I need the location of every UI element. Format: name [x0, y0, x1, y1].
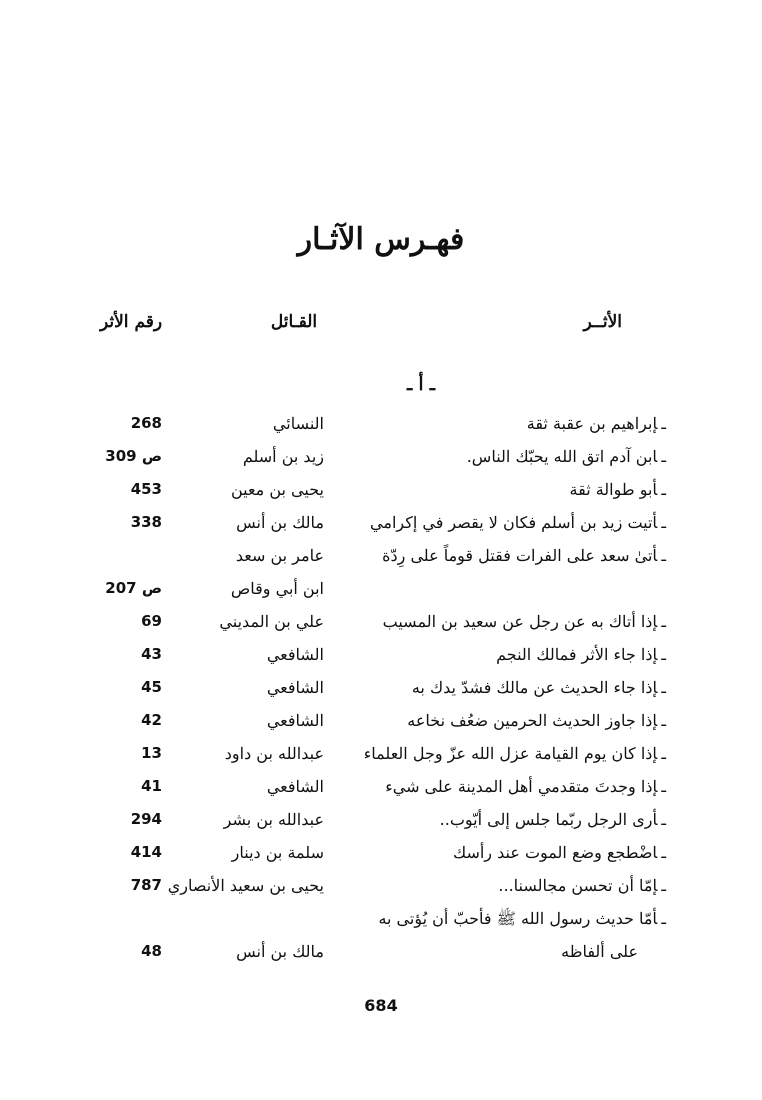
entry-number: 294 — [130, 810, 162, 828]
index-entry-row — [0, 810, 762, 843]
entry-number: 414 — [130, 843, 162, 861]
entry-qail: عبدالله بن داود — [224, 744, 324, 763]
entry-dash: ـ — [661, 909, 666, 928]
entry-qail: مالك بن أنس — [236, 513, 324, 532]
column-header-number: رقم الأثر — [100, 312, 163, 332]
column-header-qail: القـائل — [270, 312, 318, 332]
entry-athar — [467, 447, 666, 466]
index-entry-row — [0, 678, 762, 711]
column-header-athar: الأثــر — [583, 312, 622, 332]
entry-athar-text: إذا كان يوم القيامة عزل الله عزّ وجل العلماء — [363, 744, 658, 763]
entry-athar-text: إذا جاوز الحديث الحرمين ضعُف نخاعه — [407, 711, 658, 730]
index-entry-row — [0, 414, 762, 447]
entry-athar-text: أتىٰ سعد على الفرات فقتل قوماً على رِدّة — [382, 546, 658, 565]
entry-number: ص 309 — [105, 447, 162, 465]
entry-dash: ـ — [661, 744, 666, 763]
entry-qail: ابن أبي وقاص — [230, 579, 324, 598]
entry-qail: عامر بن سعد — [235, 546, 324, 565]
entry-number: 13 — [141, 744, 162, 762]
index-entry-row — [0, 744, 762, 777]
entry-athar — [364, 744, 666, 763]
index-entry-row — [0, 909, 762, 942]
entry-athar — [412, 678, 666, 697]
entry-athar-text: أتيت زيد بن أسلم فكان لا يقصر في إكرامي — [370, 513, 658, 532]
entry-athar-text: أرى الرجل ربّما جلس إلى أيّوب.. — [439, 810, 658, 829]
index-entry-row — [0, 579, 762, 612]
entry-qail: سلمة بن دينار — [231, 843, 324, 862]
entry-qail: الشافعي — [266, 678, 324, 697]
entry-athar — [440, 810, 666, 829]
entry-number: ص 207 — [105, 579, 162, 597]
entry-athar-text: اضْطجع وضع الموت عند رأسك — [452, 843, 658, 862]
entry-number: 43 — [141, 645, 162, 663]
entry-qail: يحيى بن معين — [230, 480, 324, 499]
entry-qail: مالك بن أنس — [236, 942, 324, 961]
entry-athar — [378, 909, 666, 932]
index-entry-row — [0, 447, 762, 480]
entry-athar-text: أبو طوالة ثقة — [569, 480, 658, 499]
entry-athar — [527, 414, 666, 433]
index-entries — [0, 414, 762, 974]
entry-qail: الشافعي — [266, 777, 324, 796]
entry-dash: ـ — [661, 810, 666, 829]
page-number: 684 — [364, 996, 398, 1015]
entry-dash: ـ — [661, 678, 666, 697]
index-entry-row — [0, 843, 762, 876]
index-entry-row — [0, 711, 762, 744]
entry-qail: زيد بن أسلم — [242, 447, 324, 466]
index-entry-row — [0, 513, 762, 546]
entry-athar-text: على ألفاظه — [561, 942, 638, 961]
entry-qail: الشافعي — [266, 645, 324, 664]
entry-athar — [385, 777, 666, 796]
entry-athar-text: ابن آدم اتق الله يحبّك الناس. — [466, 447, 658, 466]
entry-number: 338 — [130, 513, 162, 531]
page-title: فهـرس الآثـار — [297, 222, 465, 257]
entry-number: 42 — [141, 711, 162, 729]
index-entry-row — [0, 876, 762, 909]
entry-athar — [383, 612, 666, 631]
index-entry-row — [0, 546, 762, 579]
entry-athar — [370, 513, 666, 532]
entry-dash: ـ — [661, 546, 666, 565]
entry-qail: النسائي — [272, 414, 324, 433]
entry-dash: ـ — [661, 645, 666, 664]
entry-number: 453 — [130, 480, 162, 498]
entry-athar — [496, 645, 666, 664]
index-entry-row — [0, 645, 762, 678]
section-letter: ـ أ ـ — [406, 374, 436, 395]
entry-number: 787 — [130, 876, 162, 894]
entry-number: 69 — [141, 612, 162, 630]
entry-qail: عبدالله بن بشر — [223, 810, 324, 829]
index-entry-row — [0, 612, 762, 645]
entry-dash: ـ — [661, 612, 666, 631]
entry-qail: الشافعي — [266, 711, 324, 730]
entry-athar — [453, 843, 666, 862]
entry-athar-text: إمّا أن تحسن مجالسنا... — [498, 876, 658, 895]
entry-athar — [561, 942, 638, 961]
entry-athar — [498, 876, 666, 895]
entry-dash: ـ — [661, 414, 666, 433]
entry-number: 41 — [141, 777, 162, 795]
entry-number: 268 — [130, 414, 162, 432]
index-entry-row — [0, 777, 762, 810]
entry-dash: ـ — [661, 843, 666, 862]
entry-number: 45 — [141, 678, 162, 696]
index-entry-row — [0, 480, 762, 513]
entry-number: 48 — [141, 942, 162, 960]
entry-athar-text: إذا أتاك به عن رجل عن سعيد بن المسيب — [382, 612, 658, 631]
entry-athar — [407, 711, 666, 730]
entry-dash: ـ — [661, 876, 666, 895]
entry-athar-text: إذا جاء الحديث عن مالك فشدّ يدك به — [411, 678, 658, 697]
entry-dash: ـ — [661, 480, 666, 499]
index-entry-row — [0, 942, 762, 975]
entry-athar — [570, 480, 666, 499]
entry-dash: ـ — [661, 513, 666, 532]
entry-athar — [382, 546, 666, 565]
entry-dash: ـ — [661, 447, 666, 466]
entry-athar-text: أمّا حديث رسول الله ﷺ فأحبّ أن يُؤتى به — [378, 909, 658, 928]
entry-qail: يحيى بن سعيد الأنصاري — [167, 876, 324, 895]
entry-athar-text: إبراهيم بن عقبة ثقة — [526, 414, 658, 433]
entry-qail: علي بن المديني — [219, 612, 324, 631]
entry-athar-text: إذا جاء الأثر فمالك النجم — [496, 645, 658, 664]
entry-athar-text: إذا وجدتَ متقدمي أهل المدينة على شيء — [385, 777, 658, 796]
entry-dash: ـ — [661, 711, 666, 730]
entry-dash: ـ — [661, 777, 666, 796]
